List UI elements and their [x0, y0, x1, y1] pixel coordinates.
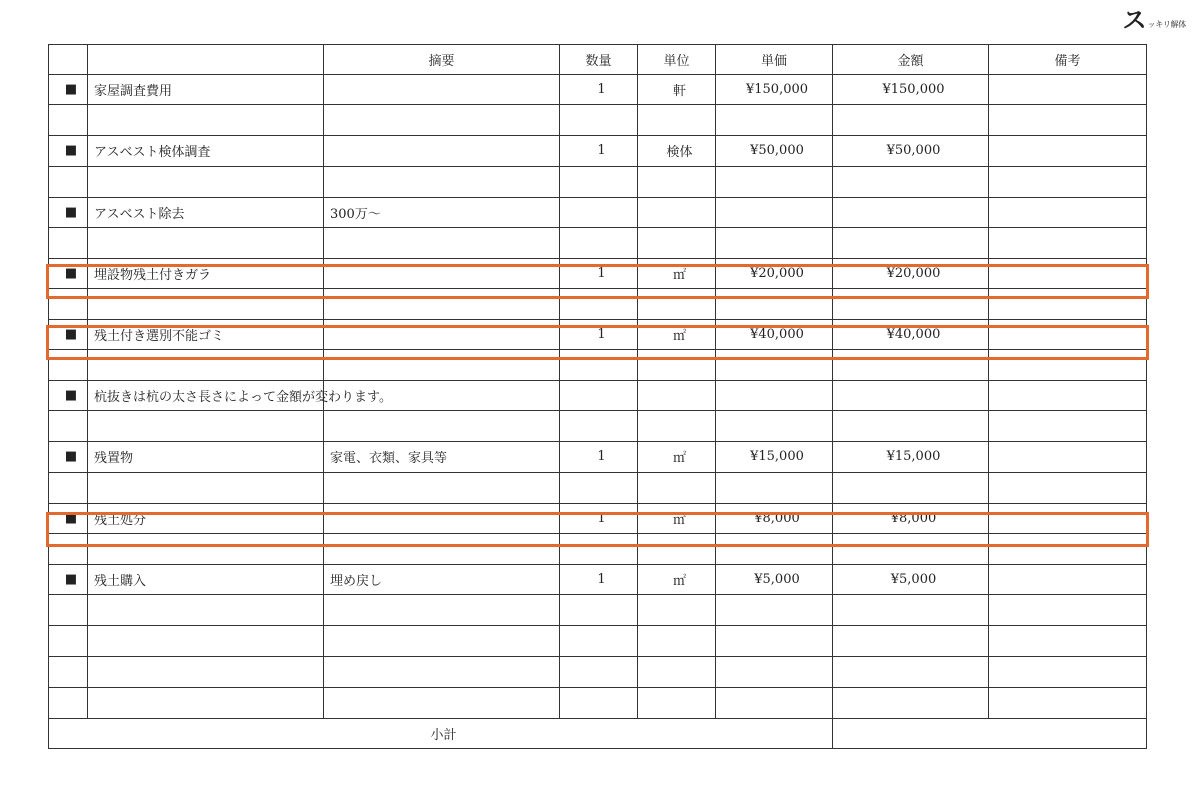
item-quantity [560, 105, 638, 136]
header-unit: 単位 [638, 45, 716, 75]
header-bullet [49, 45, 88, 75]
item-amount [833, 350, 989, 381]
item-name [88, 594, 324, 625]
blank-row [49, 350, 1147, 381]
bullet-icon [49, 105, 88, 136]
item-description [324, 687, 560, 718]
item-notes [989, 411, 1147, 442]
item-unit: ㎡ [638, 503, 716, 533]
item-amount: ¥8,000 [833, 503, 989, 533]
item-unit-price [716, 656, 833, 687]
item-notes [989, 350, 1147, 381]
item-quantity [560, 594, 638, 625]
item-notes [989, 656, 1147, 687]
bullet-icon: ■ [49, 319, 88, 349]
item-amount [833, 656, 989, 687]
item-description [324, 288, 560, 319]
line-item-row [49, 136, 1147, 166]
blank-row [49, 533, 1147, 564]
blank-row [49, 166, 1147, 197]
brand-logo [1123, 8, 1187, 32]
item-name [88, 350, 324, 381]
item-amount [833, 105, 989, 136]
line-item-row [49, 442, 1147, 472]
item-unit: ㎡ [638, 258, 716, 288]
item-unit-price [716, 166, 833, 197]
item-notes [989, 564, 1147, 594]
item-name [88, 288, 324, 319]
item-unit-price [716, 381, 833, 411]
item-quantity: 1 [560, 564, 638, 594]
item-quantity [560, 288, 638, 319]
item-name: 残土処分 [88, 503, 324, 533]
header-quantity: 数量 [560, 45, 638, 75]
blank-row [49, 656, 1147, 687]
item-amount [833, 687, 989, 718]
bullet-icon: ■ [49, 197, 88, 227]
blank-row [49, 687, 1147, 718]
item-quantity: 1 [560, 503, 638, 533]
item-name [88, 533, 324, 564]
item-quantity: 1 [560, 442, 638, 472]
bullet-icon [49, 288, 88, 319]
item-description: 埋め戻し [324, 564, 560, 594]
item-quantity [560, 227, 638, 258]
item-amount: ¥15,000 [833, 442, 989, 472]
item-description [324, 411, 560, 442]
item-quantity: 1 [560, 136, 638, 166]
item-amount: ¥150,000 [833, 75, 989, 105]
item-quantity: 1 [560, 75, 638, 105]
item-notes [989, 166, 1147, 197]
item-description [324, 319, 560, 349]
item-unit-price: ¥150,000 [716, 75, 833, 105]
item-unit [638, 350, 716, 381]
bullet-icon [49, 227, 88, 258]
item-name: 家屋調査費用 [88, 75, 324, 105]
estimate-table [48, 44, 1147, 749]
item-unit [638, 381, 716, 411]
header-unit-price: 単価 [716, 45, 833, 75]
item-name: アスベスト除去 [88, 197, 324, 227]
bullet-icon [49, 594, 88, 625]
item-unit-price [716, 687, 833, 718]
blank-row [49, 288, 1147, 319]
subtotal-label: 小計 [49, 718, 833, 748]
item-quantity: 1 [560, 258, 638, 288]
item-notes [989, 105, 1147, 136]
item-unit-price: ¥50,000 [716, 136, 833, 166]
item-name: 残置物 [88, 442, 324, 472]
item-quantity [560, 625, 638, 656]
bullet-icon [49, 656, 88, 687]
bullet-icon: ■ [49, 75, 88, 105]
blank-row [49, 227, 1147, 258]
bullet-icon [49, 687, 88, 718]
item-description [324, 105, 560, 136]
item-quantity [560, 350, 638, 381]
line-item-row [49, 319, 1147, 349]
item-notes [989, 288, 1147, 319]
item-unit: ㎡ [638, 564, 716, 594]
line-item-row [49, 197, 1147, 227]
item-description [324, 350, 560, 381]
item-unit-price: ¥40,000 [716, 319, 833, 349]
item-amount: ¥20,000 [833, 258, 989, 288]
header-item [88, 45, 324, 75]
item-notes [989, 197, 1147, 227]
item-notes [989, 533, 1147, 564]
item-description [324, 503, 560, 533]
item-name: 残土購入 [88, 564, 324, 594]
bullet-icon [49, 411, 88, 442]
item-notes [989, 472, 1147, 503]
item-unit [638, 472, 716, 503]
bullet-icon [49, 350, 88, 381]
header-amount: 金額 [833, 45, 989, 75]
bullet-icon: ■ [49, 258, 88, 288]
bullet-icon [49, 472, 88, 503]
header-row [49, 45, 1147, 75]
line-item-row [49, 503, 1147, 533]
item-notes [989, 136, 1147, 166]
item-description: 家電、衣類、家具等 [324, 442, 560, 472]
item-unit-price: ¥20,000 [716, 258, 833, 288]
bullet-icon: ■ [49, 503, 88, 533]
item-unit-price [716, 472, 833, 503]
item-quantity [560, 533, 638, 564]
item-notes [989, 227, 1147, 258]
item-description [324, 533, 560, 564]
item-description [324, 136, 560, 166]
item-unit-price: ¥8,000 [716, 503, 833, 533]
item-quantity [560, 411, 638, 442]
item-name [88, 411, 324, 442]
item-unit [638, 411, 716, 442]
bullet-icon: ■ [49, 564, 88, 594]
bullet-icon: ■ [49, 136, 88, 166]
item-unit [638, 105, 716, 136]
item-amount: ¥50,000 [833, 136, 989, 166]
item-name [88, 166, 324, 197]
item-description [324, 594, 560, 625]
item-unit-price: ¥15,000 [716, 442, 833, 472]
item-unit-price [716, 197, 833, 227]
line-item-row [49, 381, 1147, 411]
item-unit: 軒 [638, 75, 716, 105]
subtotal-value [833, 718, 1147, 748]
bullet-icon: ■ [49, 442, 88, 472]
item-name [88, 625, 324, 656]
header-description: 摘要 [324, 45, 560, 75]
item-amount: ¥5,000 [833, 564, 989, 594]
item-amount [833, 197, 989, 227]
item-notes [989, 687, 1147, 718]
line-item-row [49, 564, 1147, 594]
item-name [88, 656, 324, 687]
item-amount [833, 472, 989, 503]
item-unit: 検体 [638, 136, 716, 166]
item-quantity [560, 687, 638, 718]
item-notes [989, 503, 1147, 533]
item-unit-price [716, 350, 833, 381]
bullet-icon: ■ [49, 381, 88, 411]
bullet-icon [49, 166, 88, 197]
item-unit [638, 594, 716, 625]
item-amount [833, 625, 989, 656]
item-unit [638, 227, 716, 258]
blank-row [49, 594, 1147, 625]
item-quantity [560, 381, 638, 411]
item-description [324, 625, 560, 656]
item-quantity: 1 [560, 319, 638, 349]
item-description: 300万～ [324, 197, 560, 227]
bullet-icon [49, 625, 88, 656]
item-unit-price [716, 533, 833, 564]
item-unit [638, 166, 716, 197]
item-amount: ¥40,000 [833, 319, 989, 349]
item-quantity [560, 656, 638, 687]
item-unit-price [716, 594, 833, 625]
item-notes [989, 625, 1147, 656]
item-amount [833, 381, 989, 411]
item-unit-price: ¥5,000 [716, 564, 833, 594]
item-unit [638, 288, 716, 319]
item-name [88, 687, 324, 718]
item-description [324, 227, 560, 258]
item-amount [833, 411, 989, 442]
item-name [88, 227, 324, 258]
item-notes [989, 594, 1147, 625]
blank-row [49, 411, 1147, 442]
item-name: 埋設物残土付きガラ [88, 258, 324, 288]
item-amount [833, 594, 989, 625]
item-amount [833, 166, 989, 197]
item-unit: ㎡ [638, 319, 716, 349]
bullet-icon [49, 533, 88, 564]
item-unit [638, 197, 716, 227]
item-description [324, 75, 560, 105]
item-unit-price [716, 227, 833, 258]
item-unit-price [716, 411, 833, 442]
line-item-row [49, 258, 1147, 288]
item-name [88, 472, 324, 503]
logo-text: ッキリ解体 [1147, 20, 1186, 29]
item-quantity [560, 166, 638, 197]
item-description [324, 656, 560, 687]
item-unit [638, 687, 716, 718]
item-name: アスベスト検体調査 [88, 136, 324, 166]
logo-mark: ス [1122, 6, 1147, 34]
item-amount [833, 288, 989, 319]
item-amount [833, 227, 989, 258]
item-unit-price [716, 625, 833, 656]
item-notes [989, 319, 1147, 349]
item-unit [638, 625, 716, 656]
item-name: 残土付き選別不能ゴミ [88, 319, 324, 349]
subtotal-row [49, 718, 1147, 748]
item-amount [833, 533, 989, 564]
item-unit [638, 656, 716, 687]
blank-row [49, 105, 1147, 136]
item-notes [989, 442, 1147, 472]
item-notes [989, 75, 1147, 105]
item-quantity [560, 197, 638, 227]
header-notes: 備考 [989, 45, 1147, 75]
item-unit-price [716, 288, 833, 319]
item-unit: ㎡ [638, 442, 716, 472]
item-notes [989, 258, 1147, 288]
item-unit [638, 533, 716, 564]
item-description [324, 166, 560, 197]
item-notes [989, 381, 1147, 411]
item-unit-price [716, 105, 833, 136]
item-name: 杭抜きは杭の太さ長さによって金額が変わります。 [88, 381, 324, 411]
blank-row [49, 472, 1147, 503]
item-description [324, 472, 560, 503]
line-item-row [49, 75, 1147, 105]
blank-row [49, 625, 1147, 656]
item-quantity [560, 472, 638, 503]
item-name [88, 105, 324, 136]
item-description [324, 258, 560, 288]
